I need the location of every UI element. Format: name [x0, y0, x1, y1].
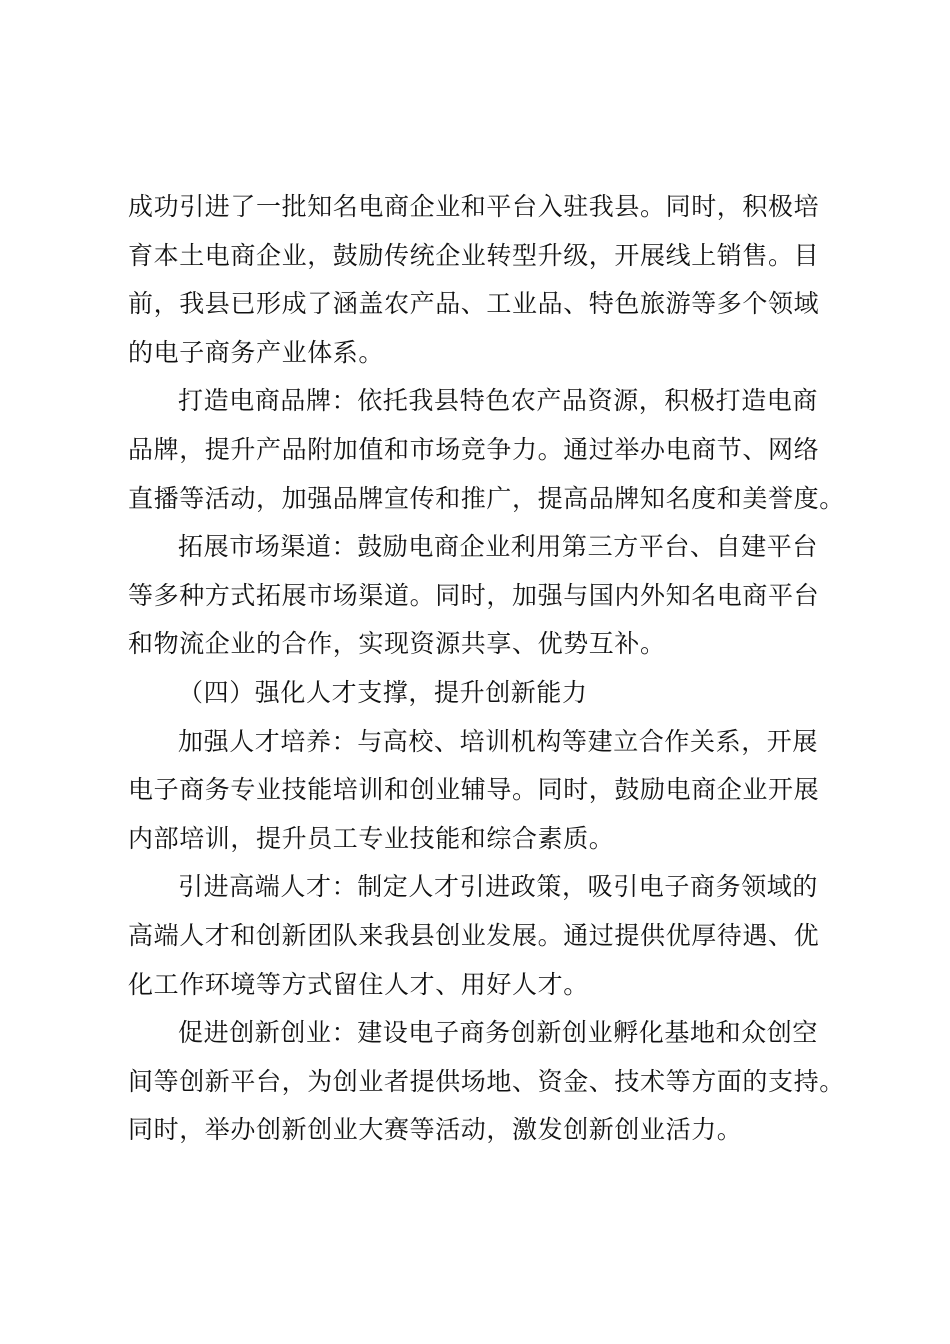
body-text [128, 183, 848, 1155]
paragraph-start-line: 打造电商品牌：依托我县特色农产品资源，积极打造电商 [178, 386, 819, 416]
text-line: 直播等活动，加强品牌宣传和推广，提高品牌知名度和美誉度。 [128, 483, 845, 513]
paragraph-start-line: 引进高端人才：制定人才引进政策，吸引电子商务领域的 [178, 872, 819, 902]
paragraph-start-line: 加强人才培养：与高校、培训机构等建立合作关系，开展 [178, 726, 819, 756]
text-line: 高端人才和创新团队来我县创业发展。通过提供优厚待遇、优 [128, 920, 820, 950]
text-line: 的电子商务产业体系。 [128, 337, 385, 367]
paragraph-start-line: 促进创新创业：建设电子商务创新创业孵化基地和众创空 [178, 1018, 819, 1048]
paragraph-start-line: 拓展市场渠道：鼓励电商企业利用第三方平台、自建平台 [178, 532, 819, 562]
text-line: 电子商务专业技能培训和创业辅导。同时，鼓励电商企业开展 [128, 775, 820, 805]
section-heading: （四）强化人才支撑，提升创新能力 [178, 677, 588, 707]
text-line: 间等创新平台，为创业者提供场地、资金、技术等方面的支持。 [128, 1066, 845, 1096]
text-line: 成功引进了一批知名电商企业和平台入驻我县。同时，积极培 [128, 192, 820, 221]
text-line: 等多种方式拓展市场渠道。同时，加强与国内外知名电商平台 [128, 580, 820, 610]
text-line: 内部培训，提升员工专业技能和综合素质。 [128, 823, 615, 853]
text-line: 品牌，提升产品附加值和市场竞争力。通过举办电商节、网络 [128, 434, 820, 464]
text-line: 前，我县已形成了涵盖农产品、工业品、特色旅游等多个领域 [128, 289, 820, 319]
text-line: 化工作环境等方式留住人才、用好人才。 [128, 969, 589, 999]
text-line: 和物流企业的合作，实现资源共享、优势互补。 [128, 629, 666, 659]
text-line: 同时，举办创新创业大赛等活动，激发创新创业活力。 [128, 1115, 743, 1145]
text-line: 育本土电商企业，鼓励传统企业转型升级，开展线上销售。目 [128, 240, 820, 270]
